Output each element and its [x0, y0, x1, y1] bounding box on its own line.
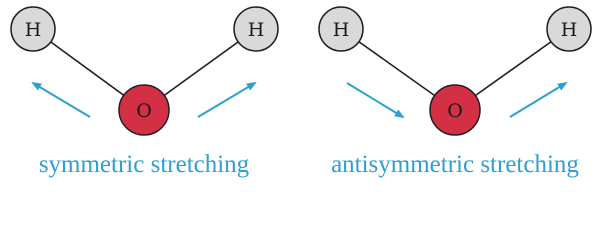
- hydrogen-label-left: H: [332, 19, 350, 41]
- hydrogen-label-left: H: [24, 19, 42, 41]
- arrow-right-outward: [198, 83, 255, 117]
- hydrogen-label-right: H: [560, 19, 578, 41]
- arrow-left-outward: [33, 83, 90, 117]
- hydrogen-label-right: H: [247, 19, 265, 41]
- symmetric-stretching-caption: symmetric stretching: [38, 151, 250, 178]
- symmetric-stretching-mode: [11, 7, 278, 178]
- antisymmetric-stretching-caption: antisymmetric stretching: [331, 151, 579, 178]
- arrow-left-inward: [347, 83, 403, 117]
- antisymmetric-stretching-mode: [319, 7, 591, 178]
- arrow-right-outward: [510, 83, 566, 117]
- oxygen-label: O: [136, 100, 152, 122]
- oxygen-label: O: [447, 100, 463, 122]
